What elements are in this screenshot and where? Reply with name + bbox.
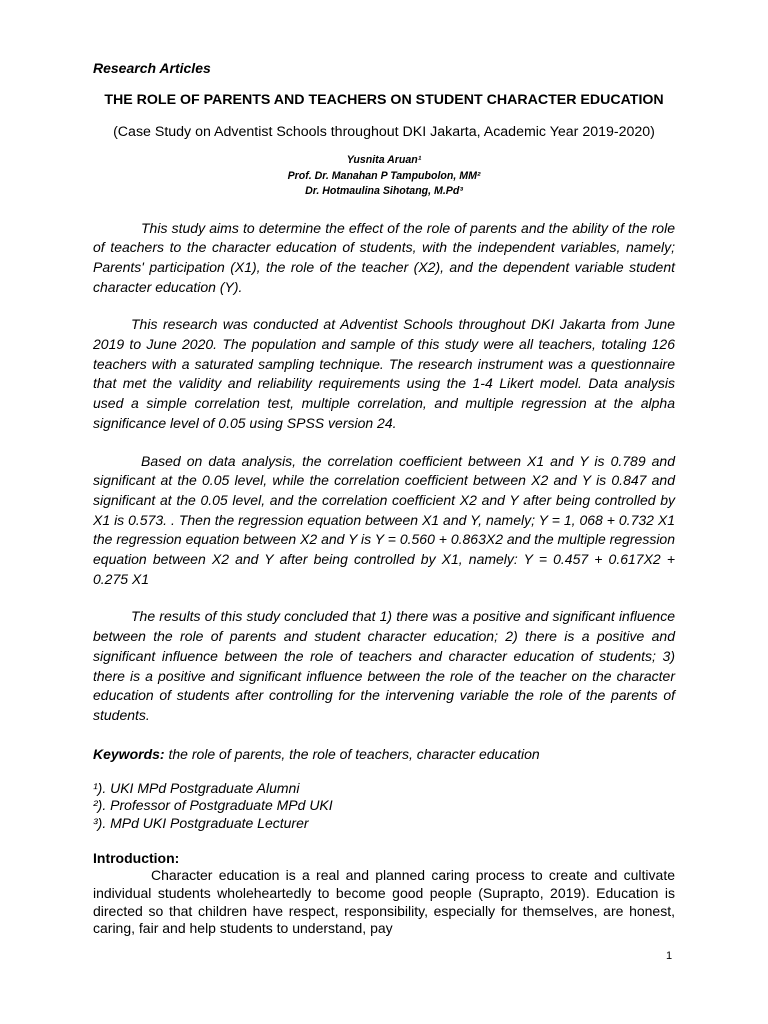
affiliation-footnotes [93, 780, 675, 833]
footnote-3: ³). MPd UKI Postgraduate Lecturer [93, 814, 309, 831]
abstract [93, 219, 675, 726]
introduction-heading: Introduction: [93, 850, 180, 867]
author-2: Prof. Dr. Manahan P Tampubolon, MM² [287, 169, 481, 182]
author-list [93, 153, 675, 200]
author-1: Yusnita Aruan¹ [346, 154, 422, 166]
section-label: Research Articles [93, 60, 211, 76]
article-title: THE ROLE OF PARENTS AND TEACHERS ON STUDENT CHARACTER EDUCATION [104, 92, 664, 108]
article-subtitle: (Case Study on Adventist Schools throughout DKI Jakarta, Academic Year 2019-2020) [113, 124, 655, 140]
abstract-paragraph-2: This research was conducted at Adventist Schools throughout DKI Jakarta from June 2019 to June 2020. The population and sample of this study were all teachers, totaling 126 teachers with a saturated sampling technique. The research instrument was a questionnaire that met the validity and reliability requirements using the 1-4 Likert model. Data analysis used a simple correlation test, multiple correlation, and multiple regression at the alpha significance level of 0.05 using SPSS version 24. [93, 316, 675, 431]
author-3: Dr. Hotmaulina Sihotang, M.Pd³ [305, 185, 463, 197]
page-number: 1 [666, 950, 673, 962]
footnote-1: ¹). UKI MPd Postgraduate Alumni [93, 779, 300, 796]
abstract-paragraph-3: Based on data analysis, the correlation coefficient between X1 and Y is 0.789 and significant at the 0.05 level, while the correlation coefficient between X2 and Y is 0.847 and significant at the 0.05 level, and the correlation coefficient X2 and Y after being controlled by X1 is 0.573. . Then the regression equation between X1 and Y, namely; Y = 1, 068 + 0.732 X1 the regression equation between X2 and Y is Y = 0.560 + 0.863X2 and the multiple regression equation between X2 and Y after being controlled by X1, namely: Y = 0.457 + 0.617X2 + 0.275 X1 [93, 452, 675, 587]
keywords-label: Keywords: [93, 745, 165, 762]
abstract-paragraph-4: The results of this study concluded that 1) there was a positive and significant influence between the role of parents and student character education; 2) there is a positive and significant influence between the role of teachers and character education of students; 3) there is a positive and significant influence between the role of the teacher on the character education of students after controlling for the intervening variable the role of the parents of students. [93, 608, 675, 723]
footnote-2: ²). Professor of Postgraduate MPd UKI [93, 797, 333, 814]
keywords [93, 744, 675, 764]
document-page [93, 58, 675, 938]
introduction-paragraph: Character education is a real and planned caring process to create and cultivate individual students wholeheartedly to become good people (Suprapto, 2019). Education is directed so that children have respect, responsibility, especially for themselves, are honest, caring, fair and help students to understand, pay [93, 867, 675, 937]
keywords-text: the role of parents, the role of teachers, character education [164, 745, 540, 762]
abstract-paragraph-1: This study aims to determine the effect of the role of parents and the ability of the role of teachers to the character education of students, with the independent variables, namely; Parents' participation (X1), the role of the teacher (X2), and the dependent variable student character education (Y). [93, 219, 675, 295]
